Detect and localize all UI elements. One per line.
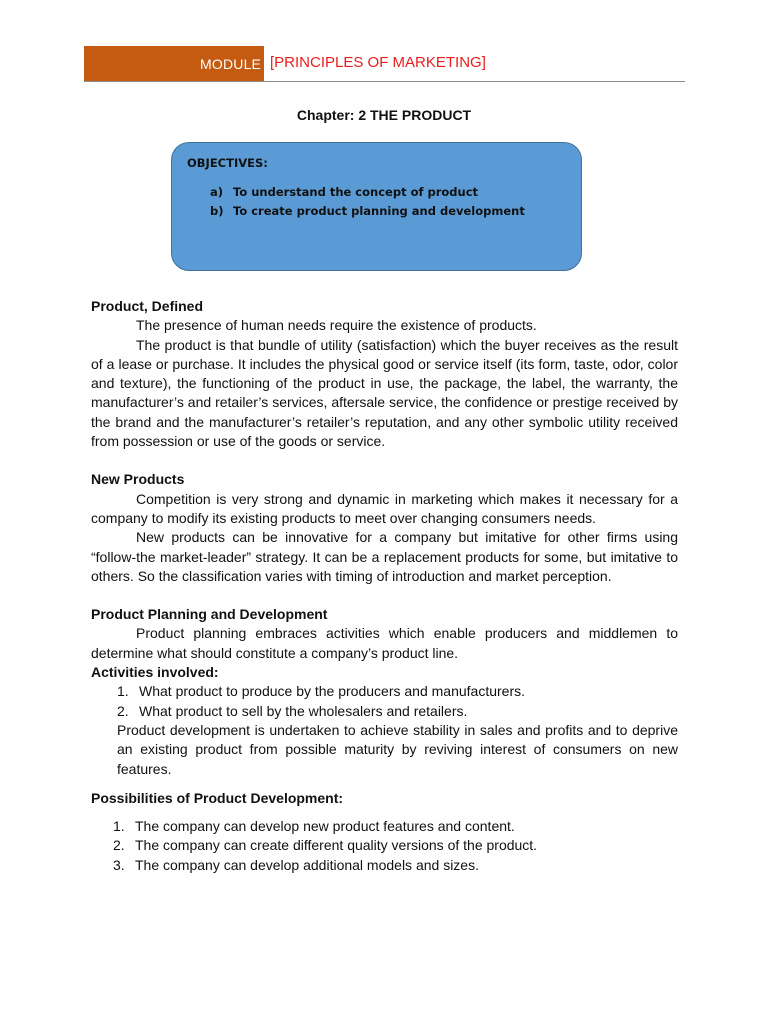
activities-heading: Activities involved: <box>91 664 219 681</box>
objective-item <box>210 202 525 221</box>
list-marker: 1. <box>117 683 129 700</box>
paragraph: Competition is very strong and dynamic in marketing which makes it necessary for a company to modify its existing products to meet over changing consumers needs. <box>91 490 678 526</box>
list-marker: 1. <box>113 818 125 835</box>
objective-text: To understand the concept of product <box>233 185 479 199</box>
list-marker: 3. <box>113 856 125 873</box>
spacer <box>91 779 678 789</box>
list-item <box>113 817 678 836</box>
header-module-label: MODULE <box>200 56 262 72</box>
objectives-list <box>210 183 525 221</box>
paragraph: The product is that bundle of utility (satisfaction) which the buyer receives as the result of a lease or purchase. It includes the physical good or service itself (its form, taste, odor, color and texture), the functioning of the product in use, the package, the label, the warranty, the manufacturer’s and retailer’s services, aftersale service, the confidence or prestige received by the brand and the manufacturer’s retailer’s reputation, and any other symbolic utility received from possession or use of the goods or service. <box>91 336 678 450</box>
objectives-box <box>171 142 582 271</box>
chapter-title: Chapter: 2 THE PRODUCT <box>296 107 472 123</box>
spacer <box>91 808 678 817</box>
list-item <box>113 836 678 855</box>
paragraph: Product planning embraces activities which enable producers and middlemen to determine what should constitute a company’s product line. <box>91 625 678 661</box>
list-marker: b) <box>210 204 224 218</box>
document-body <box>91 297 678 875</box>
section-heading-new-products: New Products <box>91 471 185 488</box>
spacer <box>91 451 678 470</box>
section-heading-product-defined: Product, Defined <box>91 298 204 314</box>
paragraph: Product development is undertaken to achieve stability in sales and profits and to deprive an existing product from possible maturity by reviving interest of consumers on new features. <box>117 721 678 777</box>
header-divider <box>84 81 685 82</box>
list-item <box>117 702 678 721</box>
spacer <box>91 586 678 605</box>
list-item <box>117 682 678 701</box>
section-heading-product-planning: Product Planning and Development <box>91 606 328 623</box>
objective-text: To create product planning and development <box>233 204 525 218</box>
list-marker: a) <box>210 185 224 199</box>
paragraph: New products can be innovative for a company but imitative for other firms using “follow-the market-leader” strategy. It can be a replacement products for some, but imitative to others. So the classification varies with timing of introduction and market perception. <box>91 529 678 584</box>
header-module-title: [PRINCIPLES OF MARKETING] <box>270 54 486 71</box>
objectives-label: OBJECTIVES: <box>187 156 268 170</box>
objective-item <box>210 183 525 202</box>
list-item-text: What product to produce by the producers and manufacturers. <box>139 683 525 700</box>
list-item-text: What product to sell by the wholesalers and retailers. <box>139 702 468 719</box>
list-item <box>113 856 678 875</box>
list-item-text: The company can develop additional models and sizes. <box>135 856 479 873</box>
list-marker: 2. <box>113 837 125 854</box>
list-marker: 2. <box>117 702 129 719</box>
paragraph: The presence of human needs require the existence of products. <box>136 317 537 334</box>
list-item-text: The company can develop new product features and content. <box>135 818 515 835</box>
list-item-text: The company can create different quality versions of the product. <box>135 837 538 854</box>
section-heading-possibilities: Possibilities of Product Development: <box>91 789 344 806</box>
